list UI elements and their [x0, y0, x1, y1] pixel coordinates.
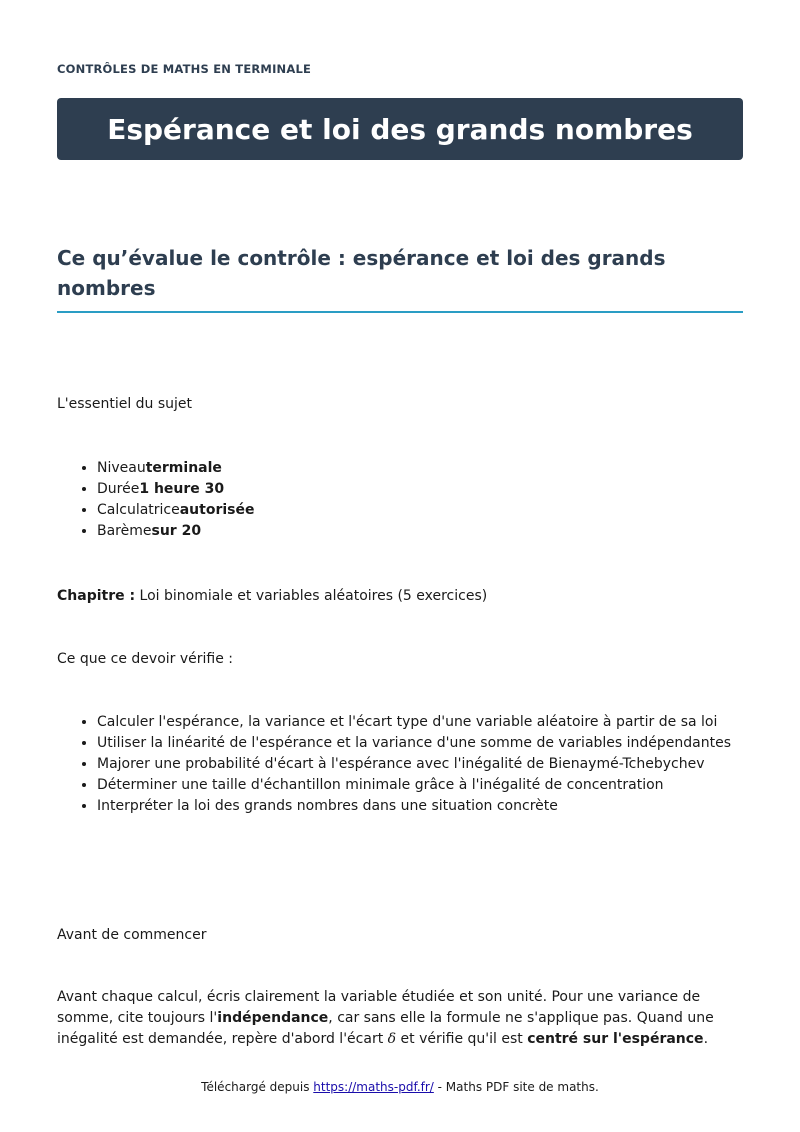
chapter-label: Chapitre :	[57, 588, 136, 604]
chapter-text: Loi binomiale et variables aléatoires (5 exercices)	[135, 588, 488, 604]
essentials-intro: L'essentiel du sujet	[57, 396, 193, 412]
footer-suffix: - Maths PDF site de maths.	[433, 1080, 599, 1094]
footer-prefix: Téléchargé depuis	[201, 1080, 314, 1094]
list-item-duree: • Durée1 heure 30	[97, 479, 255, 500]
checks-intro: Ce que ce devoir vérifie :	[57, 651, 234, 667]
footer-link[interactable]: https://maths-pdf.fr/	[313, 1080, 434, 1094]
list-item: • Utiliser la linéarité de l'espérance et la variance d'une somme de variables indépendantes	[97, 733, 731, 754]
page-title: Espérance et loi des grands nombres	[107, 112, 693, 146]
list-item-niveau: • Niveauterminale	[97, 458, 255, 479]
title-banner	[57, 98, 743, 160]
list-item: • Majorer une probabilité d'écart à l'espérance avec l'inégalité de Bienaymé-Tchebychev	[97, 754, 731, 775]
essentials-list	[57, 458, 255, 542]
delta-symbol: δ	[387, 1031, 397, 1047]
list-item: • Calculer l'espérance, la variance et l'écart type d'une variable aléatoire à partir de sa loi	[97, 712, 731, 733]
list-item: • Déterminer une taille d'échantillon minimale grâce à l'inégalité de concentration	[97, 775, 731, 796]
list-item: • Interpréter la loi des grands nombres dans une situation concrète	[97, 796, 731, 817]
checks-list	[57, 712, 731, 817]
series-kicker: CONTRÔLES DE MATHS EN TERMINALE	[57, 62, 312, 76]
list-item-bareme: • Barèmesur 20	[97, 521, 255, 542]
footer	[0, 1080, 800, 1094]
before-paragraph: Avant chaque calcul, écris clairement la variable étudiée et son unité. Pour une variance de somme, cite toujours l'indépendance, car sans elle la formule ne s'applique pas. Quand une inégalité est demandée, repère d'abord l'écart δ et vérifie qu'il est centré sur l'espérance.	[57, 989, 714, 1047]
before-heading: Avant de commencer	[57, 927, 207, 943]
section-heading: Ce qu’évalue le contrôle : espérance et loi des grands nombres	[57, 243, 743, 313]
list-item-calculatrice: • Calculatriceautorisée	[97, 500, 255, 521]
chapter-line	[57, 586, 487, 607]
